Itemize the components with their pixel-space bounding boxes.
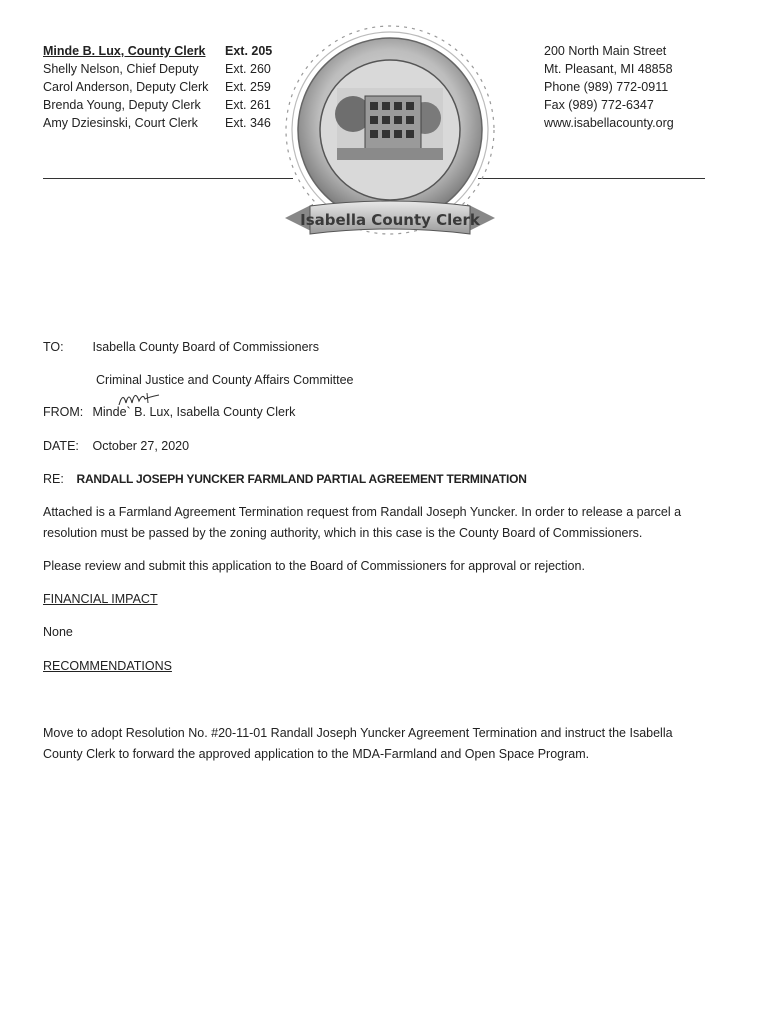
to-recipient-2: Criminal Justice and County Affairs Committee bbox=[96, 373, 354, 387]
re-line bbox=[43, 472, 527, 486]
address-line: 200 North Main Street bbox=[544, 44, 667, 58]
seal-banner-text: Isabella County Clerk bbox=[300, 211, 480, 229]
header-divider-left bbox=[43, 178, 293, 179]
recommendations-heading: RECOMMENDATIONS bbox=[43, 659, 172, 673]
website-link[interactable]: www.isabellacounty.org bbox=[544, 116, 674, 130]
address-line: Mt. Pleasant, MI 48858 bbox=[544, 62, 673, 76]
county-clerk-seal bbox=[265, 18, 515, 248]
staff-row bbox=[43, 78, 272, 96]
staff-name: Minde B. Lux, County Clerk bbox=[43, 44, 206, 58]
to-recipient: Isabella County Board of Commissioners bbox=[92, 340, 319, 354]
re-subject: RANDALL JOSEPH YUNCKER FARMLAND PARTIAL AGREEMENT TERMINATION bbox=[76, 472, 527, 486]
clerk-address bbox=[544, 42, 674, 132]
address-line: Phone (989) 772-0911 bbox=[544, 80, 669, 94]
staff-ext: Ext. 346 bbox=[225, 116, 271, 130]
courthouse-image bbox=[335, 88, 443, 160]
staff-name: Brenda Young, Deputy Clerk bbox=[43, 98, 201, 112]
staff-ext: Ext. 260 bbox=[225, 62, 271, 76]
financial-impact-heading: FINANCIAL IMPACT bbox=[43, 592, 158, 606]
staff-list bbox=[43, 42, 272, 132]
body-paragraph: Please review and submit this application to the Board of Commissioners for approval or rejection. bbox=[43, 559, 585, 573]
from-line bbox=[43, 405, 295, 419]
staff-row bbox=[43, 114, 272, 132]
financial-impact-value: None bbox=[43, 625, 73, 639]
seal-ribbon bbox=[285, 201, 495, 234]
staff-row bbox=[43, 42, 272, 60]
staff-row bbox=[43, 96, 272, 114]
address-line: Fax (989) 772-6347 bbox=[544, 98, 654, 112]
date-label: DATE: bbox=[43, 439, 79, 453]
staff-row bbox=[43, 60, 272, 78]
to-line bbox=[43, 340, 319, 354]
staff-name: Shelly Nelson, Chief Deputy bbox=[43, 62, 199, 76]
from-label: FROM: bbox=[43, 405, 84, 419]
re-label: RE: bbox=[43, 472, 64, 486]
date-line bbox=[43, 439, 189, 453]
date-value: October 27, 2020 bbox=[92, 439, 190, 453]
staff-ext: Ext. 205 bbox=[225, 44, 273, 58]
staff-name: Amy Dziesinski, Court Clerk bbox=[43, 116, 198, 130]
body-paragraph: Attached is a Farmland Agreement Termination request from Randall Joseph Yuncker. In order to release a parcel a resolution must be passed by the zoning authority, which in this case is the County Board of Commissioners. bbox=[43, 505, 682, 540]
to-label: TO: bbox=[43, 340, 64, 354]
staff-name: Carol Anderson, Deputy Clerk bbox=[43, 80, 209, 94]
staff-ext: Ext. 259 bbox=[225, 80, 271, 94]
from-value: Minde` B. Lux, Isabella County Clerk bbox=[92, 405, 296, 419]
recommendation-text: Move to adopt Resolution No. #20-11-01 Randall Joseph Yuncker Agreement Termination and instruct the Isabella County Clerk to forward the approved application to the MDA-Farmland and Open Space Program. bbox=[43, 726, 673, 761]
staff-ext: Ext. 261 bbox=[225, 98, 271, 112]
